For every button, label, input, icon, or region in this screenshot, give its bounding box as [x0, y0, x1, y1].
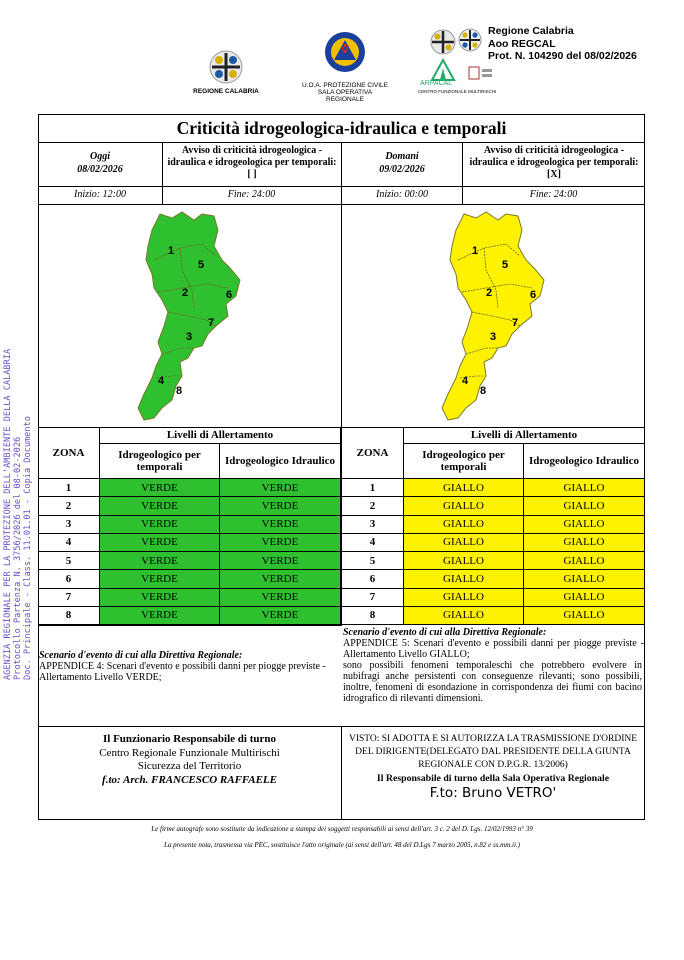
col-header-temporali: Idrogeologico per temporali [100, 444, 220, 479]
logo3-sub: CENTRO FUNZIONALE MULTIRISCHI [418, 89, 497, 94]
arpacal-sub-logo-icon [468, 66, 494, 80]
level-temporali-cell: VERDE [100, 497, 220, 515]
level-idraulico-cell: GIALLO [524, 607, 645, 625]
right-scenario-text-2: sono possibili fenomeni temporaleschi che potrebbero evolvere in nubifragi anche persistenti con conseguenze rilevanti; sono possibili, inoltre, fenomeni di esondazione in corrispondenza dei fiumi con bacino idrografico di rilevanti dimensioni. [343, 660, 642, 704]
left-avviso: Avviso di criticità idrogeologica - idraulica e idrogeologica per temporali: [ ] [167, 145, 337, 180]
map-label: 5 [198, 259, 205, 271]
col-header-idraulico: Idrogeologico Idraulico [220, 444, 341, 479]
level-temporali-cell: GIALLO [404, 570, 524, 588]
zone-number: 7 [38, 589, 100, 607]
level-idraulico-cell: VERDE [220, 479, 341, 497]
map-label: 1 [472, 245, 479, 257]
side-line-2: Protocollo Partenza N. 3756/2026 del 08-02-2026 [13, 436, 23, 680]
level-temporali-cell: VERDE [100, 607, 220, 625]
map-label: 2 [182, 287, 189, 299]
level-temporali-cell: VERDE [100, 570, 220, 588]
level-temporali-cell: VERDE [100, 534, 220, 552]
right-avviso: Avviso di criticità idrogeologica - idraulica e idrogeologica per temporali: [X] [469, 145, 639, 180]
level-temporali-cell: VERDE [100, 589, 220, 607]
left-signature-block [38, 733, 341, 787]
level-idraulico-cell: VERDE [220, 570, 341, 588]
side-protocol-stamp [3, 349, 33, 680]
map-label: 3 [186, 331, 193, 343]
left-signature-line-2: Sicurezza del Territorio [137, 760, 242, 772]
protocol-line-1: Regione Calabria [488, 25, 574, 37]
level-temporali-cell: GIALLO [404, 516, 524, 534]
left-signature-line-1: Centro Regionale Funzionale Multirischi [99, 746, 280, 759]
map-label: 2 [486, 287, 493, 299]
logo2-caption-2: SALA OPERATIVA REGIONALE [317, 89, 373, 103]
level-idraulico-cell: GIALLO [524, 589, 645, 607]
logo2-caption-1: U.O.A. PROTEZIONE CIVILE [302, 82, 388, 89]
right-signature-name: F.to: Bruno VETRO' [429, 785, 557, 801]
map-label: 7 [512, 317, 519, 329]
left-date: 08/02/2026 [77, 164, 123, 175]
right-signature-block [346, 733, 640, 802]
right-fine: Fine: 24:00 [529, 189, 578, 200]
zone-number: 2 [342, 497, 404, 515]
left-scenario [38, 650, 341, 683]
level-temporali-cell: GIALLO [404, 497, 524, 515]
map-label: 1 [168, 245, 175, 257]
right-signature-text: VISTO: SI ADOTTA E SI AUTORIZZA LA TRASMISSIONE D'ORDINE DEL DIRIGENTE(DELEGATO DAL PRESIDENTE DELLA GIUNTA REGIONALE CON D.P.G.R. 13/2006) [348, 734, 638, 770]
level-idraulico-cell: VERDE [220, 497, 341, 515]
zona-header: ZONA [38, 427, 100, 479]
level-idraulico-cell: GIALLO [524, 534, 645, 552]
livelli-header: Livelli di Allertamento [100, 427, 341, 444]
map-label: 8 [176, 385, 183, 397]
level-temporali-cell: GIALLO [404, 589, 524, 607]
right-scenario-text: APPENDICE 5: Scenari d'evento e possibili danni per piogge previste - Allertamento Livello GIALLO; [343, 638, 644, 660]
level-idraulico-cell: GIALLO [524, 570, 645, 588]
level-temporali-cell: GIALLO [404, 607, 524, 625]
side-line-1: AGENZIA REGIONALE PER LA PROTEZIONE DELL'AMBIENTE DELLA CALABRIA [3, 348, 13, 680]
zone-number: 8 [342, 607, 404, 625]
right-scenario [342, 627, 644, 704]
level-idraulico-cell: VERDE [220, 607, 341, 625]
zona-header: ZONA [342, 427, 404, 479]
zone-number: 4 [342, 534, 404, 552]
zone-number: 4 [38, 534, 100, 552]
right-inizio: Inizio: 00:00 [376, 189, 428, 200]
level-idraulico-cell: VERDE [220, 516, 341, 534]
left-scenario-text: APPENDICE 4: Scenari d'evento e possibili danni per piogge previste - Allertamento Livello VERDE; [39, 661, 326, 683]
map-label: 3 [490, 331, 497, 343]
map-label: 6 [530, 289, 537, 301]
zone-number: 8 [38, 607, 100, 625]
level-temporali-cell: VERDE [100, 516, 220, 534]
protezione-civile-emblem-icon [323, 30, 367, 74]
right-map [436, 208, 546, 424]
level-idraulico-cell: GIALLO [524, 552, 645, 570]
left-map [132, 208, 242, 424]
protezione-civile-logo [300, 30, 390, 103]
col-header-temporali: Idrogeologico per temporali [404, 444, 524, 479]
zone-number: 3 [342, 516, 404, 534]
zone-number: 5 [38, 552, 100, 570]
map-label: 5 [502, 259, 509, 271]
left-alert-table [38, 427, 341, 625]
livelli-header: Livelli di Allertamento [404, 427, 645, 444]
regione-calabria-emblem-icon [209, 50, 243, 84]
level-idraulico-cell: VERDE [220, 552, 341, 570]
zone-number: 6 [38, 570, 100, 588]
page-title: Criticità idrogeologica-idraulica e temporali [38, 114, 645, 143]
level-temporali-cell: VERDE [100, 552, 220, 570]
right-signature-title: Il Responsabile di turno della Sala Operativa Regionale [376, 773, 610, 784]
side-line-3: Doc. Principale - Class. 11.01.01 - Copia Documento [23, 416, 33, 680]
zone-number: 1 [342, 479, 404, 497]
level-temporali-cell: GIALLO [404, 552, 524, 570]
map-label: 6 [226, 289, 233, 301]
right-day-block [342, 150, 462, 176]
level-idraulico-cell: GIALLO [524, 479, 645, 497]
left-scenario-title: Scenario d'evento di cui alla Direttiva Regionale: [39, 650, 243, 661]
left-day-label: Oggi [90, 151, 110, 162]
level-temporali-cell: GIALLO [404, 534, 524, 552]
level-idraulico-cell: GIALLO [524, 516, 645, 534]
protocol-stamp [458, 28, 482, 57]
zone-number: 7 [342, 589, 404, 607]
footer-note-1: Le firme autografe sono sostituite da indicazione a stampa dei soggetti responsabili ai sensi dell'art. 3 c. 2 del D. Lgs. 12/02/1993 n° 39 [151, 825, 533, 833]
zone-number: 5 [342, 552, 404, 570]
left-signature-name: f.to: Arch. FRANCESCO RAFFAELE [102, 773, 277, 786]
protocol-line-2: Aoo REGCAL [488, 37, 556, 50]
level-idraulico-cell: VERDE [220, 589, 341, 607]
map-label: 7 [208, 317, 215, 329]
footer-note-2: La presente nota, trasmessa via PEC, sostituisce l'atto originale (ai sensi dell'art. 48 del D.Lgs 7 marzo 2005, n.82 e ss.mm.ii.) [163, 841, 521, 849]
left-day-block [38, 150, 162, 176]
zone-number: 1 [38, 479, 100, 497]
level-idraulico-cell: GIALLO [524, 497, 645, 515]
map-label: 4 [462, 375, 469, 387]
left-fine: Fine: 24:00 [227, 189, 276, 200]
logo3-caption: ARPACAL [420, 80, 453, 87]
level-temporali-cell: GIALLO [404, 479, 524, 497]
protocol-emblem-icon [458, 28, 482, 52]
logo1-caption: REGIONE CALABRIA [193, 88, 259, 95]
map-label: 4 [158, 375, 165, 387]
level-temporali-cell: VERDE [100, 479, 220, 497]
right-alert-table [342, 427, 645, 625]
zone-number: 3 [38, 516, 100, 534]
left-signature-title: Il Funzionario Responsabile di turno [103, 733, 276, 745]
right-date: 09/02/2026 [379, 164, 425, 175]
map-label: 8 [480, 385, 487, 397]
left-inizio: Inizio: 12:00 [74, 189, 126, 200]
regione-calabria-logo [193, 50, 259, 95]
right-scenario-title: Scenario d'evento di cui alla Direttiva Regionale: [343, 627, 547, 638]
col-header-idraulico: Idrogeologico Idraulico [524, 444, 645, 479]
level-idraulico-cell: VERDE [220, 534, 341, 552]
zone-number: 6 [342, 570, 404, 588]
right-day-label: Domani [385, 151, 419, 162]
protocol-line-3: Prot. N. 104290 del 08/02/2026 [488, 50, 637, 62]
zone-number: 2 [38, 497, 100, 515]
